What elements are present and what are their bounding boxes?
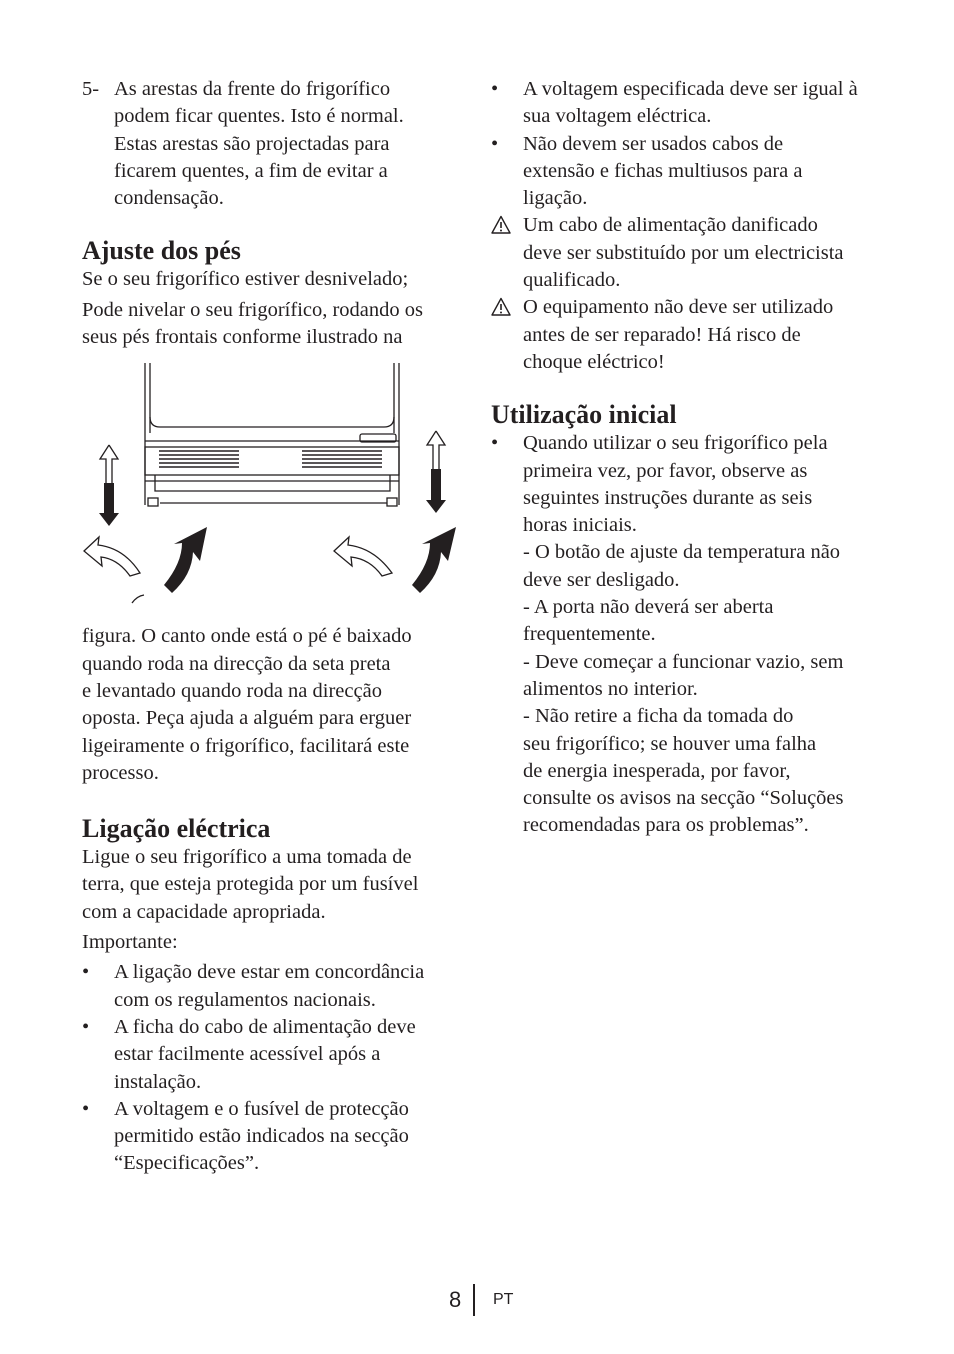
list-line: A ficha do cabo de alimentação deve xyxy=(114,1015,416,1038)
footer-divider xyxy=(473,1284,475,1316)
warning-triangle-icon xyxy=(491,212,511,243)
warning-line: antes de ser reparado! Há risco de xyxy=(523,323,801,346)
list-line: A voltagem e o fusível de protecção xyxy=(114,1097,409,1120)
right-column xyxy=(491,76,881,840)
list-line: A voltagem especificada deve ser igual à xyxy=(523,78,858,100)
paragraph-line: oposta. Peça ajuda a alguém para erguer xyxy=(82,707,412,730)
list-line: estar facilmente acessível após a xyxy=(114,1043,381,1066)
left-column xyxy=(82,76,467,1178)
list-line: primeira vez, por favor, observe as xyxy=(523,459,808,482)
fridge-feet-illustration xyxy=(82,363,467,618)
list-line: - Deve começar a funcionar vazio, sem xyxy=(523,650,844,673)
step-line: ficarem quentes, a fim de evitar a xyxy=(114,159,388,182)
section-heading-electric: Ligação eléctrica xyxy=(82,814,271,844)
list-line: permitido estão indicados na secção xyxy=(114,1125,409,1148)
section-heading-initial-use: Utilização inicial xyxy=(491,400,677,430)
list-line: A ligação deve estar em concordância xyxy=(114,961,425,984)
list-line: alimentos no interior. xyxy=(523,677,698,700)
list-line: de energia inesperada, por favor, xyxy=(523,759,791,782)
list-item xyxy=(82,1014,467,1096)
list-line: extensão e fichas multiusos para a xyxy=(523,159,803,182)
step-line: Estas arestas são projectadas para xyxy=(114,132,390,155)
paragraph-line: quando roda na direcção da seta preta xyxy=(82,652,391,675)
warning-line: O equipamento não deve ser utilizado xyxy=(523,296,834,319)
list-line: - O botão de ajuste da temperatura não xyxy=(523,541,841,564)
bullet: • xyxy=(491,432,499,455)
important-label: Importante: xyxy=(82,931,178,954)
warning-line: qualificado. xyxy=(523,269,621,292)
warning-item xyxy=(491,294,881,376)
list-line: recomendadas para os problemas”. xyxy=(523,814,809,837)
list-line: consulte os avisos na secção “Soluções xyxy=(523,787,844,810)
warning-item xyxy=(491,212,881,294)
warning-line: choque eléctrico! xyxy=(523,350,665,373)
bullet: • xyxy=(491,132,499,155)
bullet: • xyxy=(82,1015,90,1038)
list-line: horas iniciais. xyxy=(523,514,637,537)
paragraph-line: com a capacidade apropriada. xyxy=(82,900,326,923)
list-line: seguintes instruções durante as seis xyxy=(523,486,813,509)
list-item xyxy=(491,131,881,213)
bullet: • xyxy=(491,78,499,100)
language-code: PT xyxy=(493,1291,514,1308)
list-line: Quando utilizar o seu frigorífico pela xyxy=(523,432,828,455)
list-line: Não devem ser usados cabos de xyxy=(523,132,784,155)
list-line: sua voltagem eléctrica. xyxy=(523,105,712,128)
list-line: seu frigorífico; se houver uma falha xyxy=(523,732,817,755)
bullet: • xyxy=(82,1097,90,1120)
warning-triangle-icon xyxy=(491,294,511,325)
paragraph-line: Pode nivelar o seu frigorífico, rodando os xyxy=(82,298,424,321)
paragraph-line: Ligue o seu frigorífico a uma tomada de xyxy=(82,846,412,869)
list-line: “Especificações”. xyxy=(114,1152,260,1175)
step-line: podem ficar quentes. Isto é normal. xyxy=(114,105,404,128)
list-line: - A porta não deverá ser aberta xyxy=(523,596,774,619)
step-marker: 5- xyxy=(82,78,100,100)
paragraph-line: figura. O canto onde está o pé é baixado xyxy=(82,625,412,648)
list-line: deve ser desligado. xyxy=(523,568,680,591)
warning-line: deve ser substituído por um electricista xyxy=(523,241,844,264)
paragraph-line: ligeiramente o frigorífico, facilitará este xyxy=(82,734,410,757)
paragraph-line: Se o seu frigorífico estiver desnivelado; xyxy=(82,268,409,291)
list-line: instalação. xyxy=(114,1070,202,1093)
paragraph-line: seus pés frontais conforme ilustrado na xyxy=(82,326,403,349)
paragraph-line: processo. xyxy=(82,761,159,784)
step-5 xyxy=(82,76,467,212)
page-footer xyxy=(0,1286,954,1316)
section-heading-feet: Ajuste dos pés xyxy=(82,236,241,266)
list-item xyxy=(82,959,467,1014)
list-line: - Não retire a ficha da tomada do xyxy=(523,705,794,728)
step-line: condensação. xyxy=(114,187,224,210)
feet-adjustment-figure xyxy=(82,363,467,618)
list-line: com os regulamentos nacionais. xyxy=(114,988,376,1011)
list-item xyxy=(82,1096,467,1178)
paragraph-line: e levantado quando roda na direcção xyxy=(82,679,382,702)
list-item xyxy=(491,76,881,131)
bullet: • xyxy=(82,961,90,984)
page-number: 8 xyxy=(449,1287,462,1312)
list-item xyxy=(491,430,881,839)
step-line: As arestas da frente do frigorífico xyxy=(114,78,391,100)
list-line: frequentemente. xyxy=(523,623,656,646)
warning-line: Um cabo de alimentação danificado xyxy=(523,214,818,237)
list-line: ligação. xyxy=(523,187,588,210)
paragraph-line: terra, que esteja protegida por um fusível xyxy=(82,873,419,896)
